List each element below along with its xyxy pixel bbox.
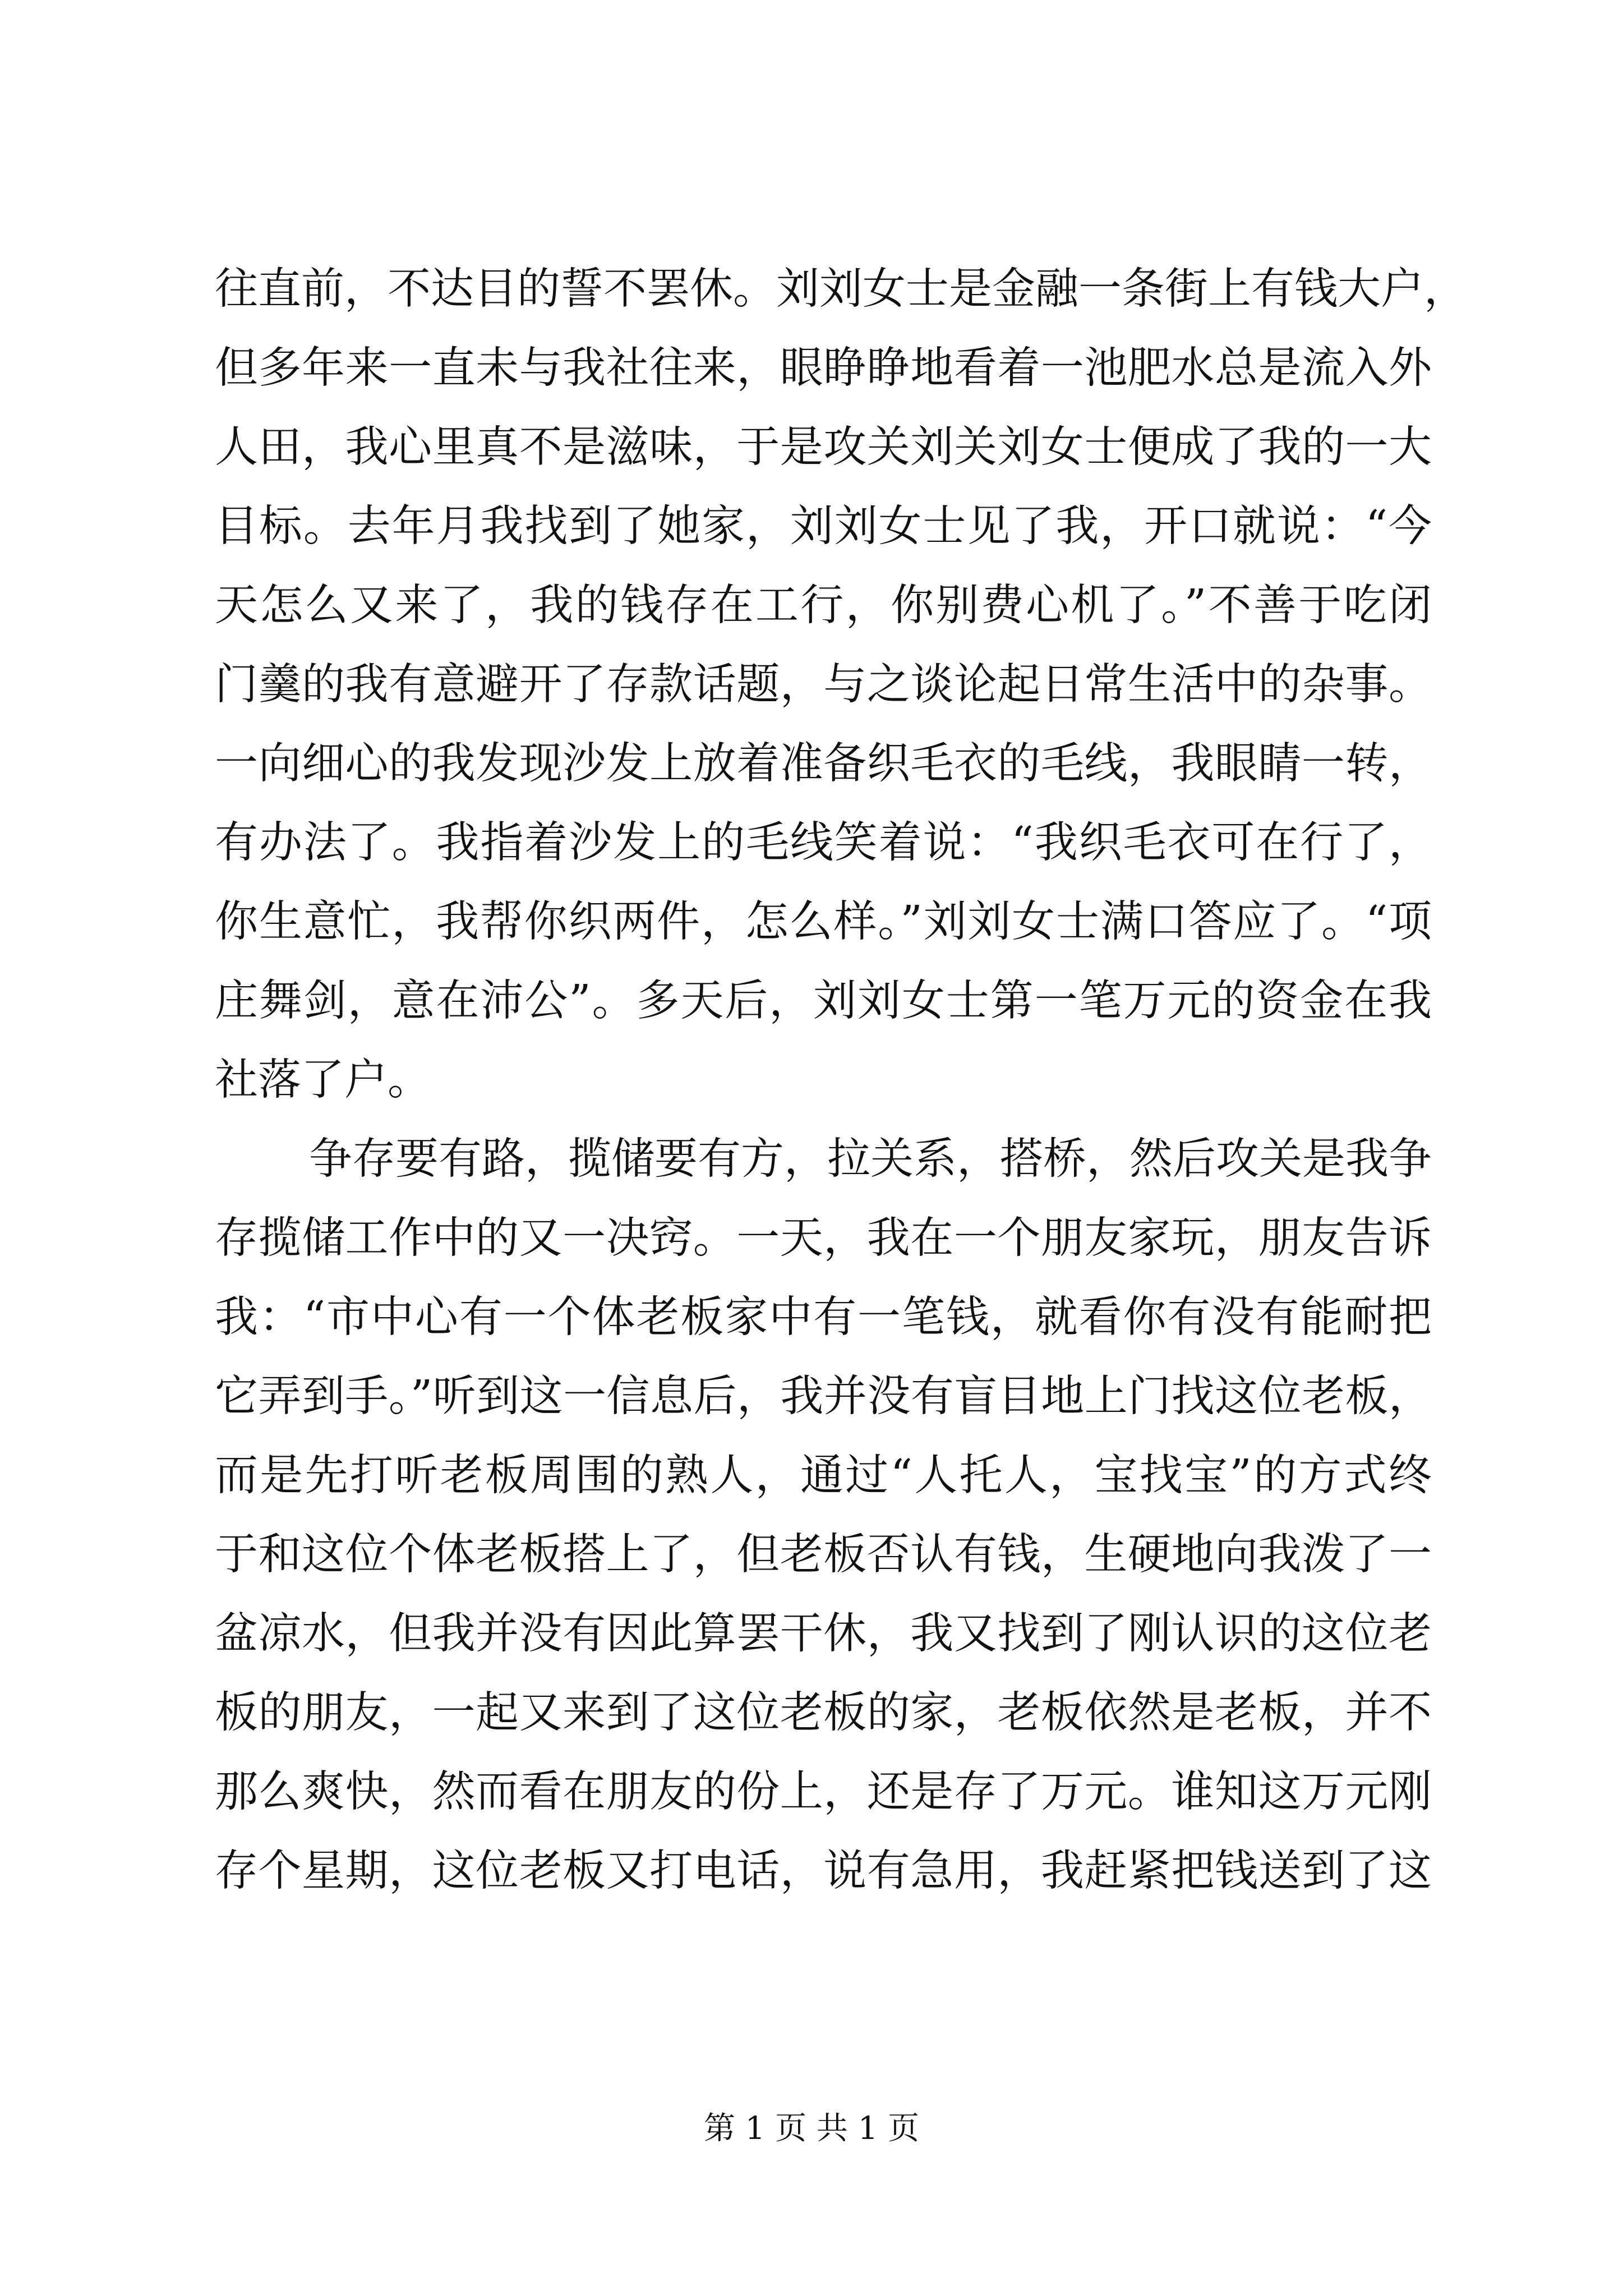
text-line: 天怎么又来了，我的钱存在工行，你别费心机了。”不善于吃闭: [215, 581, 1432, 631]
document-body: [215, 250, 1467, 1911]
text-line: 社落了户。: [215, 1055, 431, 1105]
paragraph-first-line: 争存要有路，揽储要有方，拉关系，搭桥，然后攻关是我争: [309, 1134, 1432, 1184]
text-line: 盆凉水，但我并没有因此算罢干休，我又找到了刚认识的这位老: [215, 1609, 1432, 1659]
text-line: 目标。去年月我找到了她家，刘刘女士见了我，开口就说：“今: [215, 501, 1432, 551]
text-line: 存揽储工作中的又一决窍。一天，我在一个朋友家玩，朋友告诉: [215, 1213, 1432, 1263]
text-line: 有办法了。我指着沙发上的毛线笑着说：“我织毛衣可在行了，: [215, 818, 1432, 868]
text-line: 板的朋友，一起又来到了这位老板的家，老板依然是老板，并不: [215, 1688, 1432, 1738]
page-footer: 第 1 页 共 1 页: [703, 2110, 920, 2147]
text-line: 那么爽快，然而看在朋友的份上，还是存了万元。谁知这万元刚: [215, 1767, 1432, 1817]
text-line: 我：“市中心有一个体老板家中有一笔钱，就看你有没有能耐把: [215, 1292, 1432, 1342]
text-line: 庄舞剑，意在沛公”。多天后，刘刘女士第一笔万元的资金在我: [215, 976, 1432, 1026]
text-line: 存个星期，这位老板又打电话，说有急用，我赶紧把钱送到了这: [215, 1846, 1432, 1896]
text-line: 门羹的我有意避开了存款话题，与之谈论起日常生活中的杂事。: [215, 660, 1432, 710]
text-line: 一向细心的我发现沙发上放着准备织毛衣的毛线，我眼睛一转，: [215, 739, 1432, 789]
text-line: 于和这位个体老板搭上了，但老板否认有钱，生硬地向我泼了一: [215, 1530, 1432, 1580]
text-line: 但多年来一直未与我社往来，眼睁睁地看着一池肥水总是流入外: [215, 343, 1432, 393]
text-line: 它弄到手。”听到这一信息后，我并没有盲目地上门找这位老板，: [215, 1372, 1432, 1421]
text-line: 你生意忙，我帮你织两件，怎么样。”刘刘女士满口答应了。“项: [215, 897, 1432, 947]
text-line: 而是先打听老板周围的熟人，通过“人托人，宝找宝”的方式终: [215, 1451, 1432, 1501]
text-line: 往直前，不达目的誓不罢休。刘刘女士是金融一条街上有钱大户，: [215, 264, 1467, 314]
text-line: 人田，我心里真不是滋味，于是攻关刘关刘女士便成了我的一大: [215, 422, 1432, 472]
